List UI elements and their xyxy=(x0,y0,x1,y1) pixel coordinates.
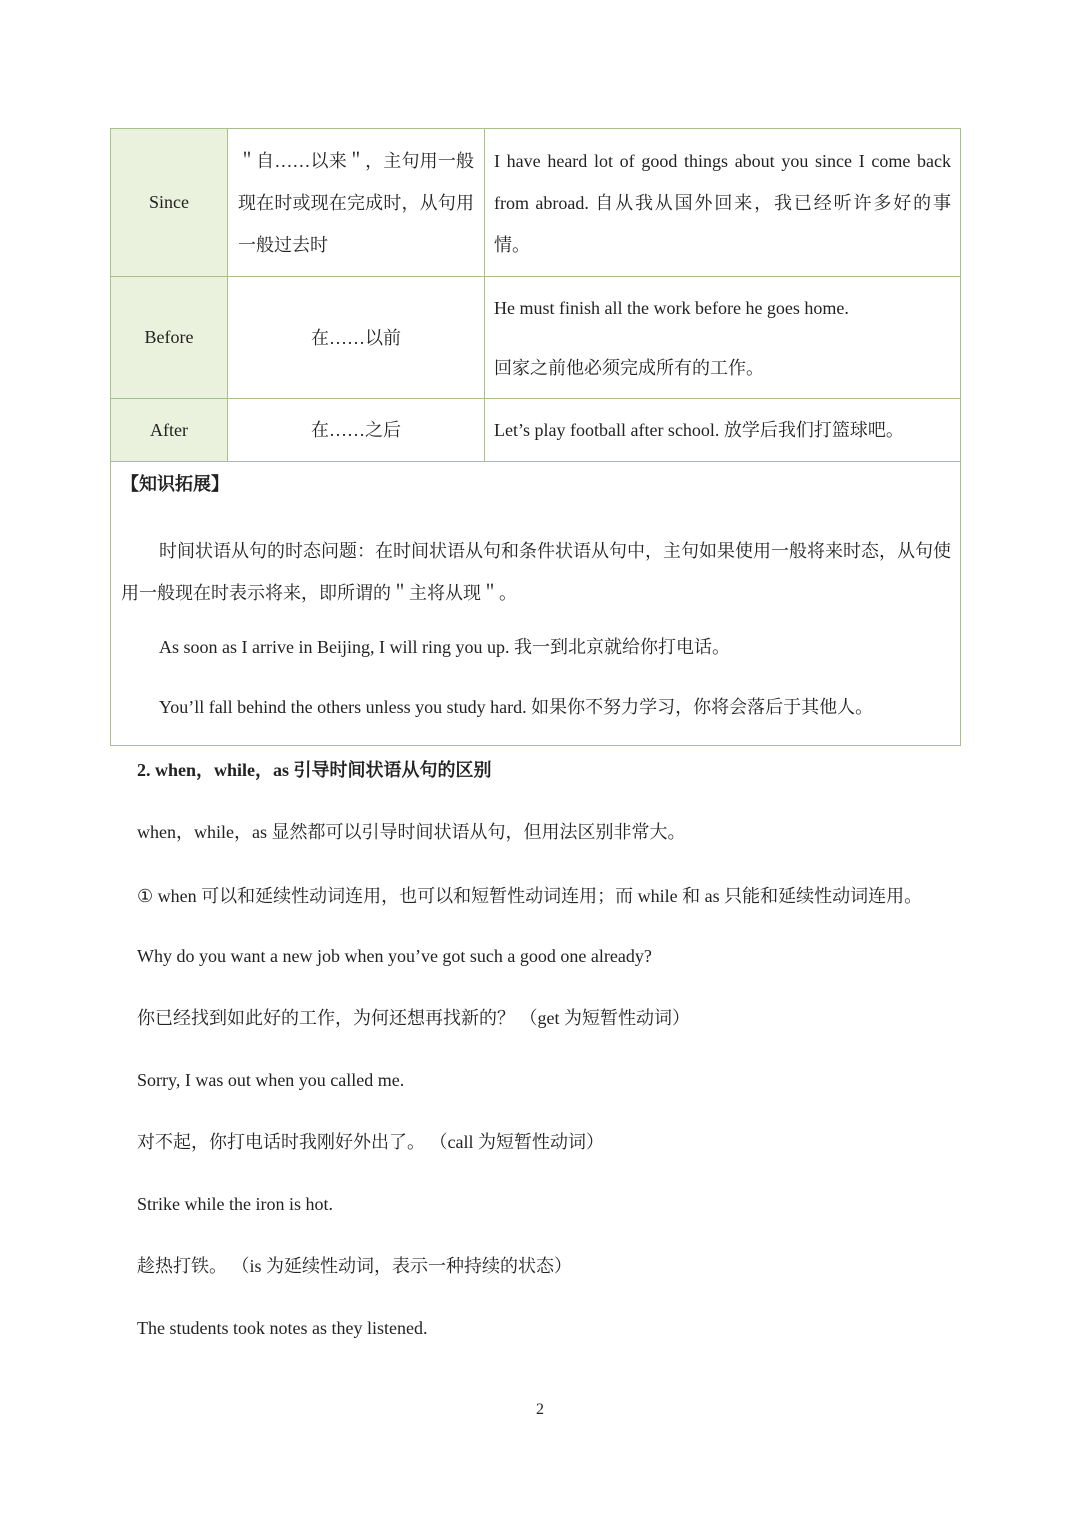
word-cell: Since xyxy=(111,129,228,277)
example-line: 你已经找到如此好的工作，为何还想再找新的？ （get 为短暂性动词） xyxy=(137,1008,690,1028)
meaning-text: ＂自……以来＂，主句用一般现在时或现在完成时，从句用一般过去时 xyxy=(238,150,474,255)
usage-point: ① when 可以和延续性动词连用，也可以和短暂性动词连用；而 while 和 as 只能和延续性动词连用。 xyxy=(137,886,923,906)
table-row xyxy=(111,399,961,462)
knowledge-extension-box xyxy=(110,460,961,746)
example-english: He must finish all the work before he goes home. xyxy=(494,297,849,318)
table-row xyxy=(111,129,961,277)
example-line: 趁热打铁。 （is 为延续性动词，表示一种持续的状态） xyxy=(137,1256,573,1276)
extension-paragraph: 时间状语从句的时态问题：在时间状语从句和条件状语从句中，主句如果使用一般将来时态，从句使用一般现在时表示将来，即所谓的＂主将从现＂。 xyxy=(121,541,951,603)
example-line: 对不起，你打电话时我刚好外出了。 （call 为短暂性动词） xyxy=(137,1132,604,1152)
meaning-cell xyxy=(228,399,485,462)
word-cell: After xyxy=(111,399,228,462)
extension-example: You’ll fall behind the others unless you study hard. 如果你不努力学习，你将会落后于其他人。 xyxy=(159,697,874,717)
example-text: I have heard lot of good things about you since I come back from abroad. 自从我从国外回来，我已经听许多好的事情。 xyxy=(494,150,951,255)
example-line: The students took notes as they listened. xyxy=(137,1318,428,1338)
example-line: Why do you want a new job when you’ve got such a good one already? xyxy=(137,946,652,966)
example-line: Strike while the iron is hot. xyxy=(137,1194,333,1214)
section-intro: when，while，as 显然都可以引导时间状语从句，但用法区别非常大。 xyxy=(137,822,686,842)
example-cell xyxy=(485,399,961,462)
example-text xyxy=(485,294,960,382)
section-title: 2. when，while，as 引导时间状语从句的区别 xyxy=(137,760,492,780)
meaning-cell xyxy=(228,277,485,399)
meaning-text: 在……以前 xyxy=(311,327,401,348)
extension-example: As soon as I arrive in Beijing, I will ring you up. 我一到北京就给你打电话。 xyxy=(159,637,730,657)
example-chinese: 回家之前他必须完成所有的工作。 xyxy=(494,357,764,378)
conjunction-table xyxy=(110,128,961,462)
meaning-text: 在……之后 xyxy=(311,420,401,440)
page-number: 2 xyxy=(536,1401,544,1418)
example-line: Sorry, I was out when you called me. xyxy=(137,1070,405,1090)
example-text: Let’s play football after school. 放学后我们打篮球吧。 xyxy=(494,420,904,440)
table-row xyxy=(111,277,961,399)
example-cell xyxy=(485,277,961,399)
example-cell xyxy=(485,129,961,277)
word-cell: Before xyxy=(111,277,228,399)
meaning-cell xyxy=(228,129,485,277)
extension-heading: 【知识拓展】 xyxy=(121,474,229,494)
